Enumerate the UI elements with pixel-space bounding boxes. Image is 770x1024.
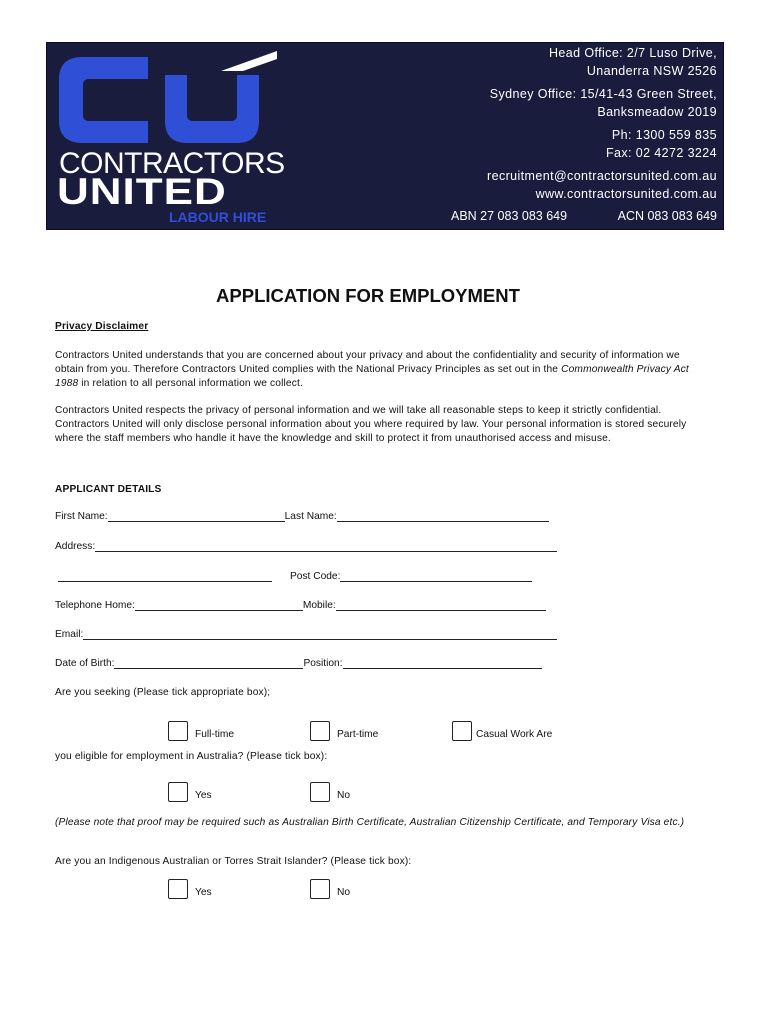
part-time-option	[310, 721, 378, 741]
address-label: Address:	[55, 541, 96, 552]
post-code-label: Post Code:	[290, 571, 341, 582]
casual-option	[452, 721, 552, 741]
indigenous-no-option	[310, 879, 350, 899]
proof-note: (Please note that proof may be required such as Australian Birth Certificate, Australian Citizenship Certificate, and Temporary Visa etc.)	[55, 817, 685, 828]
casual-checkbox[interactable]	[452, 721, 472, 741]
indigenous-question: Are you an Indigenous Australian or Torres Strait Islander? (Please tick box):	[55, 856, 412, 867]
address-line2-field[interactable]	[58, 570, 272, 582]
head-office-line2: Unanderra NSW 2526	[586, 63, 717, 78]
full-time-option	[168, 721, 234, 741]
eligibility-question: you eligible for employment in Australia? (Please tick box):	[55, 751, 328, 762]
dob-field[interactable]	[114, 657, 303, 669]
eligible-no-label: No	[337, 789, 351, 801]
phone-number: Ph: 1300 559 835	[611, 128, 717, 142]
indigenous-yes-option	[168, 879, 212, 899]
phone-row	[55, 599, 546, 611]
privacy-paragraph-1: Contractors United understands that you are concerned about your privacy and about the confidentiality and security of information we obtain from you. Therefore Contractors United complies with the National Privacy Principles as set out in the Commonwealth Privacy Act 1988 in relation to all personal information we collect.	[55, 350, 689, 390]
first-name-label: First Name:	[55, 511, 108, 522]
indigenous-no-checkbox[interactable]	[310, 879, 330, 899]
address-postcode-row	[55, 570, 532, 582]
logo-text-contractors: CONTRACTORS	[59, 147, 285, 180]
last-name-label: Last Name:	[284, 511, 337, 522]
part-time-checkbox[interactable]	[310, 721, 330, 741]
mobile-field[interactable]	[336, 599, 546, 611]
sydney-office-line2: Banksmeadow 2019	[597, 104, 717, 119]
casual-label: Casual Work Are	[476, 728, 553, 740]
privacy-paragraph-2: Contractors United respects the privacy of personal information and we will take all reasonable steps to keep it strictly confidential. Contractors United will only disclose personal information about you where required by law. Your personal information is stored securely where the staff members who handle it have the knowledge and skill to protect it from unauthorised access and misuse.	[55, 405, 687, 445]
name-row	[55, 510, 549, 522]
indigenous-yes-label: Yes	[195, 886, 212, 898]
address-field[interactable]	[95, 540, 557, 552]
eligible-no-checkbox[interactable]	[310, 782, 330, 802]
mobile-label: Mobile:	[302, 600, 336, 611]
position-label: Position:	[303, 658, 343, 669]
telephone-home-label: Telephone Home:	[55, 600, 135, 611]
company-numbers	[451, 209, 717, 223]
dob-row	[55, 657, 542, 669]
email-label: Email:	[55, 629, 84, 640]
head-office-line1: Head Office: 2/7 Luso Drive,	[549, 46, 717, 60]
eligible-yes-checkbox[interactable]	[168, 782, 188, 802]
applicant-details-heading: APPLICANT DETAILS	[55, 484, 162, 495]
sydney-office-line1: Sydney Office: 15/41-43 Green Street,	[489, 87, 717, 101]
page-title: APPLICATION FOR EMPLOYMENT	[216, 285, 520, 306]
full-time-checkbox[interactable]	[168, 721, 188, 741]
eligible-yes-label: Yes	[195, 789, 212, 801]
seeking-question: Are you seeking (Please tick appropriate box);	[55, 687, 271, 698]
contact-details	[397, 45, 717, 203]
email-field[interactable]	[83, 628, 557, 640]
header-banner	[46, 42, 724, 230]
dob-label: Date of Birth:	[55, 658, 115, 669]
privacy-heading: Privacy Disclaimer	[55, 321, 149, 332]
logo-text-united: UNITED	[57, 171, 227, 213]
address-row	[55, 540, 557, 552]
acn: ACN 083 083 649	[617, 209, 717, 223]
part-time-label: Part-time	[337, 728, 379, 740]
indigenous-no-label: No	[337, 886, 351, 898]
telephone-home-field[interactable]	[135, 599, 303, 611]
eligible-yes-option	[168, 782, 212, 802]
first-name-field[interactable]	[108, 510, 285, 522]
indigenous-yes-checkbox[interactable]	[168, 879, 188, 899]
eligible-no-option	[310, 782, 350, 802]
privacy-act-name: Commonwealth Privacy Act 1988	[55, 364, 689, 390]
full-time-label: Full-time	[195, 728, 235, 740]
post-code-field[interactable]	[340, 570, 532, 582]
email-row	[55, 628, 557, 640]
contact-email: recruitment@contractorsunited.com.au	[487, 169, 717, 183]
website: www.contractorsunited.com.au	[535, 186, 717, 201]
last-name-field[interactable]	[337, 510, 549, 522]
logo-text-labour-hire: LABOUR HIRE	[169, 209, 267, 225]
company-logo-icon	[53, 49, 283, 149]
position-field[interactable]	[343, 657, 542, 669]
fax-number: Fax: 02 4272 3224	[605, 145, 717, 160]
abn: ABN 27 083 083 649	[451, 209, 568, 223]
